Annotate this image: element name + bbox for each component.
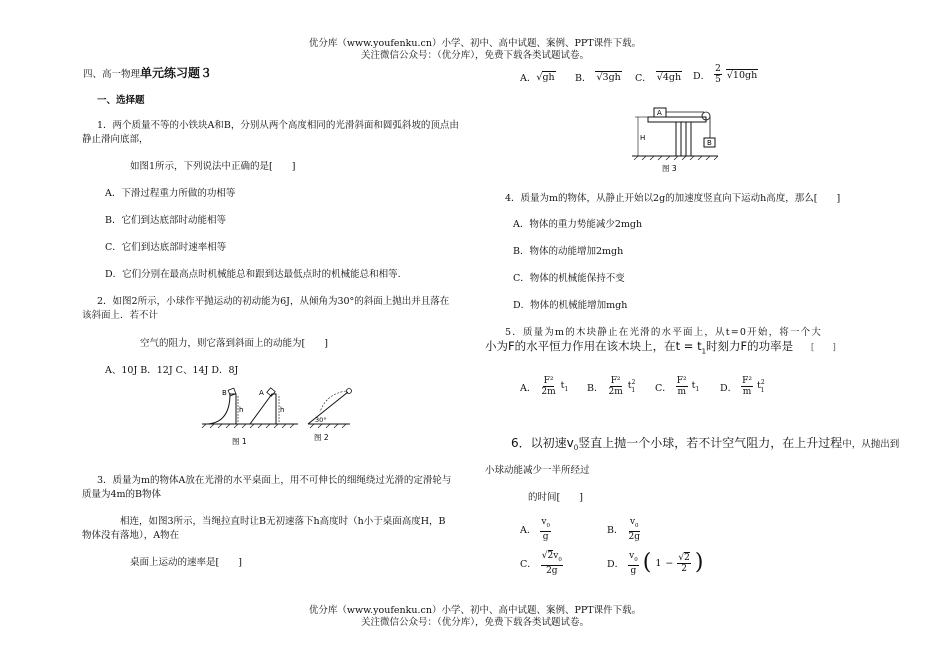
q6-option-d-inner-sqrt: 2: [684, 552, 690, 563]
q5-option-a-frac: [540, 376, 556, 397]
q6-option-a-v-sub: 0: [546, 522, 550, 529]
q4-option-d: D．物体的机械能增加mgh: [513, 300, 628, 311]
header-line-1: 优分库（www.youfenku.cn）小学、初中、高中试题、案例、PPT课件下载。: [308, 38, 642, 49]
q5-option-d-t: [757, 379, 764, 393]
q5-option-d-t-var: t: [756, 380, 761, 392]
q3-option-a-value: gh: [542, 72, 555, 83]
q2-line-2: 该斜面上．若不计: [82, 310, 159, 321]
q3-option-c-label: C．: [635, 73, 652, 84]
q5-option-c: [655, 376, 699, 397]
q5-option-b-t-sup: 2: [631, 379, 636, 387]
q3-option-d: [693, 64, 758, 85]
q1-line-1: 1．两个质量不等的小铁块A和B，分别从两个高度相同的光滑斜面和圆弧斜坡的顶点由: [97, 120, 459, 131]
q5-option-a: [520, 376, 568, 397]
fig3-label-h: H: [640, 134, 646, 142]
q3-line-4: 物体没有落地），A物在: [82, 530, 180, 541]
q6-option-a-num: [540, 517, 551, 532]
q5-bracket: [ ]: [810, 343, 836, 353]
q5-option-b-num: F²: [610, 376, 621, 386]
q6-option-b-label: B．: [607, 525, 624, 537]
q5-option-c-t-sub: 1: [695, 385, 700, 393]
figure-3: [628, 103, 720, 175]
q5-line-2-sub: 1: [701, 347, 707, 356]
q6-option-d-inner-num: √2: [678, 552, 690, 563]
q3-line-5: 桌面上运动的速率是[ ]: [130, 557, 242, 568]
q5-option-c-t: [692, 380, 700, 393]
q5-option-c-t-var: t: [691, 380, 696, 392]
q5-option-a-den: 2m: [541, 387, 556, 397]
q3-option-a: [520, 70, 556, 84]
q5-option-d: [720, 376, 764, 397]
q6-option-b-den: 2g: [628, 531, 640, 542]
q5-option-b-t-sub: 1: [631, 386, 636, 394]
fig2-caption: 图 2: [314, 433, 329, 442]
q3-option-c-value: 4gh: [662, 72, 682, 83]
q1-line-2: 静止滑向底部，: [82, 134, 149, 145]
q3-option-c-sqrt: √4gh: [656, 72, 682, 83]
q3-option-b: [575, 70, 622, 84]
q3-option-d-den: 5: [715, 75, 721, 85]
q6-option-b-v-sub: 0: [635, 522, 639, 529]
q1-option-c: C．它们到达底部时速率相等: [105, 242, 227, 253]
q5-option-b-label: B．: [587, 382, 604, 394]
q5-option-d-label: D．: [720, 382, 738, 394]
q5-option-b: [587, 376, 635, 397]
q1-line-3: 如图1所示，下列说法中正确的是[ ]: [130, 161, 296, 172]
figure-1-2: [200, 382, 360, 446]
q5-option-b-den: 2m: [608, 387, 623, 397]
page-title: [83, 64, 212, 81]
q6-option-b-frac: [627, 517, 641, 542]
q5-option-c-den: m: [677, 387, 686, 397]
q5-option-d-t-sub: 1: [760, 386, 765, 394]
q5-option-b-t-var: t: [627, 380, 632, 392]
q3-line-2: 质量为4m的B物体: [82, 489, 162, 500]
fig1-label-h1: h: [239, 406, 244, 414]
q5-line-1: 5．质量为m的木块静止在光滑的水平面上，从t=0开始，将一个大: [505, 327, 823, 338]
q6-option-d-inner-frac: [677, 553, 690, 574]
q5-option-c-num: F²: [676, 376, 687, 386]
q3-option-d-sqrt: √10gh: [726, 69, 758, 81]
fig3-label-b: B: [707, 139, 712, 147]
q3-option-d-frac: [714, 64, 722, 85]
q3-option-b-value: 3gh: [602, 72, 621, 83]
q5-option-a-label: A．: [520, 382, 537, 394]
q6-line-2: 小球动能减少一半所经过: [485, 465, 590, 476]
q5-line-2-a: 小为F的水平恒力作用在该木块上，在t = t: [485, 339, 702, 353]
q1-option-d: D．它们分别在最高点时机械能总和跟到达最低点时的机械能总和相等.: [105, 269, 401, 280]
q5-option-a-t-var: t: [560, 380, 565, 392]
q6-option-d-num: [628, 551, 639, 566]
q3-option-c: [635, 70, 682, 84]
q6-option-d-one: 1: [655, 557, 662, 569]
title-main: 单元练习题３: [140, 66, 213, 80]
q6-option-a: [520, 517, 551, 542]
q5-line-2-b: 时刻力F的功率是: [706, 339, 794, 353]
fig2-angle: 30°: [315, 416, 327, 424]
q3-option-b-sqrt: √3gh: [596, 72, 621, 83]
footer-line-2: 关注微信公众号：（优分库），免费下载各类试题试卷。: [360, 617, 589, 628]
q4-option-a: A．物体的重力势能减少2mgh: [513, 219, 643, 230]
q5-option-b-frac: [607, 376, 623, 397]
q5-option-a-t-sub: 1: [564, 385, 569, 393]
q6-line-3: 的时间[ ]: [528, 492, 583, 503]
q6-option-b-v: v: [629, 517, 636, 527]
q6-option-c-sqrt: 2: [547, 551, 554, 561]
q6-option-a-den: g: [542, 531, 549, 542]
q5-option-a-num: F²: [543, 376, 554, 386]
q6-line-1-sub: 0: [573, 443, 579, 452]
q5-option-d-num: F²: [742, 376, 752, 386]
fig1-label-b: B: [222, 389, 227, 397]
q6-option-d-minus: −: [665, 557, 674, 569]
fig3-caption: 图 3: [662, 164, 677, 173]
q6-option-c-den: 2g: [546, 565, 558, 576]
q5-option-a-t: [561, 380, 569, 393]
q6-option-a-frac: [540, 517, 551, 542]
q6-option-a-v: v: [541, 517, 547, 527]
q5-option-d-den: m: [742, 387, 752, 397]
q1-option-a: A．下滑过程重力所做的功相等: [105, 188, 236, 199]
fig3-label-a: A: [657, 109, 662, 117]
q6-option-d-frac: [628, 551, 639, 576]
title-prefix: 四、高一物理: [83, 69, 141, 80]
q6-option-d-den: g: [630, 565, 637, 576]
q6-option-d-paren-open: (: [642, 550, 652, 576]
q6-option-d-v: v: [629, 551, 635, 561]
q3-option-a-sqrt: √gh: [536, 72, 555, 83]
q1-option-b: B．它们到达底部时动能相等: [105, 215, 226, 226]
q6-option-a-label: A．: [520, 525, 537, 537]
header-line-2: 关注微信公众号：（优分库），免费下载各类试题试卷。: [360, 50, 589, 61]
q6-option-c-num: $√2v_0$: [541, 551, 563, 566]
q6-line-1-b: 竖直上抛一个小球，若不计空气阻力，在上升过程: [578, 436, 843, 450]
q6-option-c-v: v: [553, 551, 559, 561]
q3-option-d-value: 10gh: [732, 69, 758, 81]
q3-option-b-label: B．: [575, 73, 592, 84]
footer-line-1: 优分库（www.youfenku.cn）小学、初中、高中试题、案例、PPT课件下载。: [308, 605, 642, 616]
q2-line-3: 空气的阻力，则它落到斜面上的动能为[ ]: [140, 338, 328, 349]
q6-line-1-c: 中，从抛出到: [842, 439, 900, 450]
q2-line-1: 2．如图2所示，小球作平抛运动的初动能为6J，从倾角为30°的斜面上抛出并且落在: [97, 296, 450, 307]
fig1-label-a: A: [259, 389, 264, 397]
q6-option-c-frac: [541, 551, 563, 576]
q6-option-d-v-sub: 0: [634, 556, 638, 563]
fig1-label-h2: h: [280, 406, 285, 414]
q5-option-c-frac: [676, 376, 688, 397]
q6-option-d-paren-close: ): [694, 550, 704, 576]
q6-option-c-v-sub: 0: [558, 556, 562, 563]
q6-line-1-a: 6．以初速v: [511, 436, 574, 450]
q5-line-2: [485, 338, 836, 355]
q6-option-b-num: [629, 517, 640, 532]
q2-options: A、10J B．12J C、14J D．8J: [105, 365, 239, 376]
q6-option-b: [607, 517, 641, 542]
q4-line-1: 4．质量为m的物体，从静止开始以2g的加速度竖直向下运动h高度，那么[ ]: [505, 193, 841, 204]
q3-line-3: 相连，如图3所示，当绳拉直时让B无初速落下h高度时（h小于桌面高度H，B: [120, 516, 446, 527]
section-heading: 一、选择题: [97, 95, 145, 106]
q3-option-a-label: A．: [520, 73, 537, 84]
q3-option-d-label: D．: [693, 70, 711, 82]
q4-option-b: B．物体的动能增加2mgh: [513, 246, 624, 257]
q4-option-c: C．物体的机械能保持不变: [513, 273, 625, 284]
q6-option-c: [520, 551, 563, 576]
q5-option-b-t: [628, 379, 635, 393]
q5-option-d-frac: [741, 376, 753, 397]
q6-option-d: [607, 551, 703, 576]
q6-option-c-label: C．: [520, 559, 537, 571]
q6-line-1: [511, 434, 899, 452]
q5-option-d-t-sup: 2: [760, 379, 765, 387]
fig1-caption: 图 1: [232, 437, 247, 446]
q3-option-d-num: 2: [715, 64, 721, 74]
q5-option-c-label: C．: [655, 382, 672, 394]
q6-option-d-label: D．: [607, 559, 625, 571]
q3-line-1: 3．质量为m的物体A放在光滑的水平桌面上，用不可伸长的细绳绕过光滑的定滑轮与: [97, 475, 452, 486]
q6-option-d-inner-den: 2: [681, 563, 687, 574]
